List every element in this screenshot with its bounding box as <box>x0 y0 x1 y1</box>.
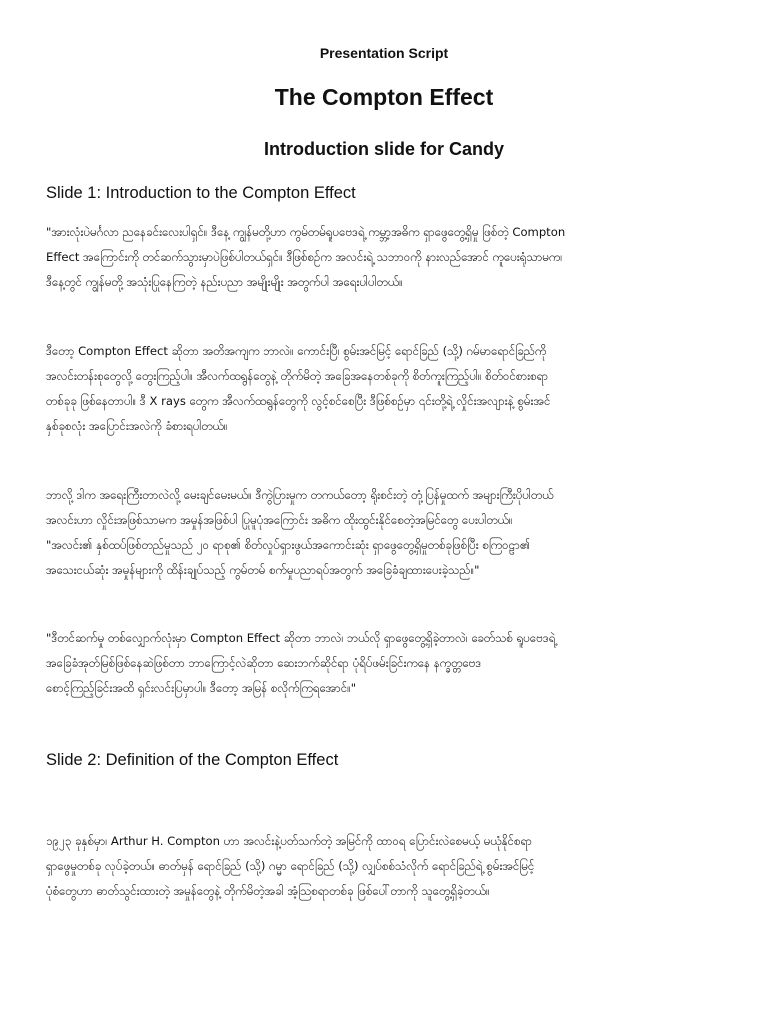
slide-1-paragraph-4 <box>46 626 736 701</box>
slide-1-paragraph-2 <box>46 339 736 439</box>
paragraph-line: ဒီတော့ Compton Effect ဆိုတာ အတိအကျက ဘာလဲ။ ကောင်းပြီ၊ စွမ်းအင်မြင့် ရောင်ခြည် (သို့) ဂမ်မာရောင်ခြည်ကို <box>46 344 547 358</box>
paragraph-line: Effect အကြောင်းကို တင်ဆက်သွားမှာပဲဖြစ်ပါတယ်ရှင်။ ဒီဖြစ်စဉ်က အလင်းရဲ့ သဘာဝကို နားလည်အောင် ကူပေးရုံသာမက၊ <box>46 250 563 264</box>
paragraph-line: စောင့်ကြည့်ခြင်းအထိ ရှင်းလင်းပြမှာပါ။ ဒီတော့ အမြန် စလိုက်ကြရအောင်။" <box>46 681 357 695</box>
slide-2-heading: Slide 2: Definition of the Compton Effect <box>46 751 339 769</box>
slide-1-paragraph-3 <box>46 483 736 583</box>
paragraph-line: အသေးငယ်ဆုံး အမှုန်များကို ထိန်းချုပ်သည့် ကွမ်တမ် စက်မှုပညာရပ်အတွက် အခြေခံချထားပေးခဲ့သည်။" <box>46 563 480 577</box>
document-label: Presentation Script <box>319 45 449 61</box>
slide-1-heading: Slide 1: Introduction to the Compton Effect <box>46 184 356 202</box>
paragraph-line: တစ်ခုခု ဖြစ်နေတာပါ။ ဒီ X rays တွေက အီလက်ထရွန်တွေကို လွင့်စင်စေပြီး ဒီဖြစ်စဉ်မှာ ၎င်းတို့ရဲ့ လှိုင်းအလျားနဲ့ စွမ်းအင် <box>46 394 551 408</box>
paragraph-line: ၁၉၂၃ ခုနှစ်မှာ၊ Arthur H. Compton ဟာ အလင်းနဲ့ပတ်သက်တဲ့ အမြင်ကို ထာဝရ ပြောင်းလဲစေမယ့် မယုံနိုင်စရာ <box>46 834 533 848</box>
slide-1-paragraph-1 <box>46 220 736 295</box>
document-subtitle: Introduction slide for Candy <box>263 139 504 159</box>
slide-2-paragraph-1 <box>46 829 736 904</box>
paragraph-line: ဘာလို့ ဒါက အရေးကြီးတာလဲလို့ မေးချင်မေးမယ်။ ဒီကွဲပြားမှုက တကယ်တော့ ရိုးစင်းတဲ့ တုံ့ပြန်မှုထက် အများကြီးပိုပါတယ် <box>46 488 554 502</box>
paragraph-line: ရှာဖွေမှုတစ်ခု လုပ်ခဲ့တယ်။ ဓာတ်မှန် ရောင်ခြည် (သို့) ဂမ္မာ ရောင်ခြည် (သို့) လျှပ်စစ်သံလိုက် ရောင်ခြည်ရဲ့ စွမ်းအင်မြင့် <box>46 859 535 873</box>
paragraph-line: နှစ်ခုစလုံး အပြောင်းအလဲကို ခံစားရပါတယ်။ <box>46 419 228 433</box>
paragraph-line: ဒီနေ့တွင် ကျွန်မတို့ အသုံးပြုနေကြတဲ့ နည်းပညာ အမျိုးမျိုး အတွက်ပါ အရေးပါပါတယ်။ <box>46 275 403 289</box>
paragraph-line: "ဒီတင်ဆက်မှု တစ်လျှောက်လုံးမှာ Compton Effect ဆိုတာ ဘာလဲ၊ ဘယ်လို ရှာဖွေတွေ့ရှိခဲ့တာလဲ၊ ခေတ်သစ် ရူပဗေဒရဲ့ <box>46 631 556 645</box>
paragraph-line: အခြေခံအုတ်မြစ်ဖြစ်နေဆဲဖြစ်တာ ဘာကြောင့်လဲဆိုတာ ဆေးဘက်ဆိုင်ရာ ပုံရိပ်ဖမ်းခြင်းကနေ နက္ခတ္တဗေဒ <box>46 656 482 670</box>
paragraph-line: အလင်းတန်းစုတွေလို့ တွေးကြည့်ပါ။ အီလက်ထရွန်တွေနဲ့ တိုက်မိတဲ့ အခြေအနေတစ်ခုကို စိတ်ကူးကြည့်ပါ။ စိတ်ဝင်စားစရာ <box>46 369 549 383</box>
paragraph-line: အလင်းဟာ လှိုင်းအဖြစ်သာမက အမှုန်အဖြစ်ပါ ပြုမူပုံအကြောင်း အဓိက ထိုးထွင်းနိုင်စေတဲ့အမြင်တွေ ပေးပါတယ်။ <box>46 513 513 527</box>
paragraph-line: ပုံစံတွေဟာ ဓာတ်သွင်းထားတဲ့ အမှုန်တွေနဲ့ တိုက်မိတဲ့အခါ အံ့ဩစရာတစ်ခု ဖြစ်ပေါ်တာကို သူတွေ့ရှိခဲ့တယ်။ <box>46 884 490 898</box>
document-title: The Compton Effect <box>274 84 494 110</box>
paragraph-line: "အားလုံးပဲမင်္ဂလာ ညနေခင်းလေးပါရှင်။ ဒီနေ့ ကျွန်မတို့ဟာ ကွမ်တမ်ရူပဗေဒရဲ့ ကမ္ဘာ့အဓိက ရှာဖွေတွေ့ရှိမှု ဖြစ်တဲ့ Compton <box>46 225 566 239</box>
paragraph-line: "အလင်း၏ နှစ်ထပ်ဖြစ်တည်မှုသည် ၂၀ ရာစု၏ စိတ်လှုပ်ရှားဖွယ်အကောင်းဆုံး ရှာဖွေတွေ့ရှိမှုတစ်ခုဖြစ်ပြီး စကြဝဠာ၏ <box>46 538 531 552</box>
